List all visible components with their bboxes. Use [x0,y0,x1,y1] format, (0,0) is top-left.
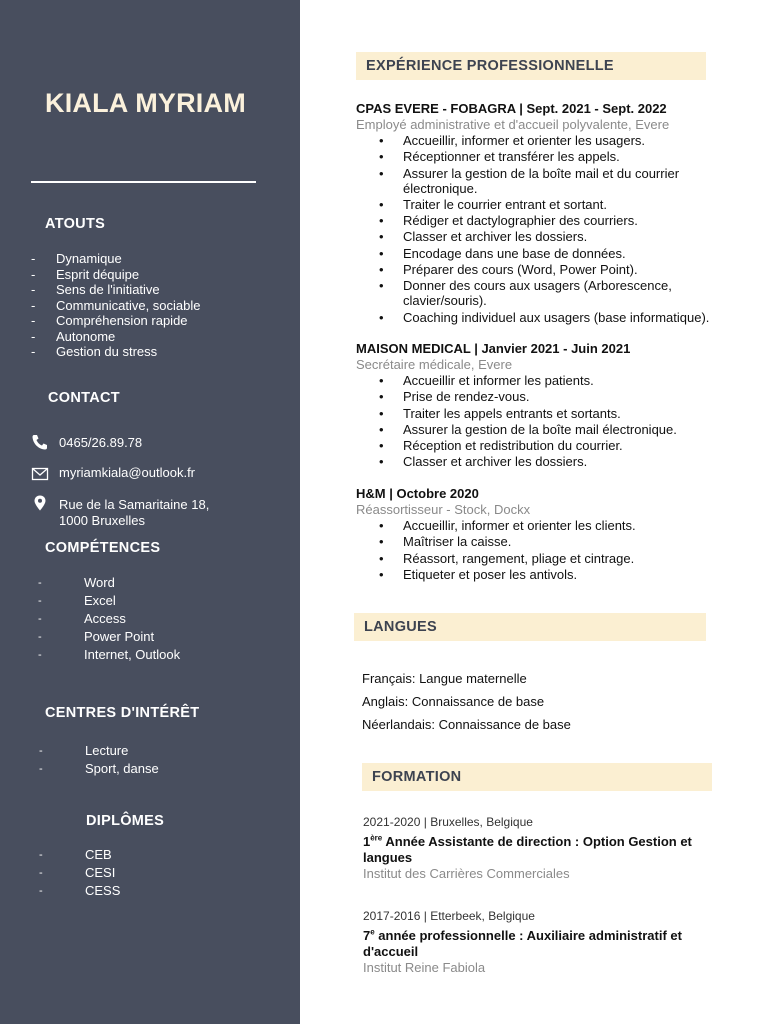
formation-title: 7e année professionnelle : Auxiliaire administratif et d'accueil [363,927,682,959]
envelope-icon [31,466,49,482]
contact-email: myriamkiala@outlook.fr [59,465,196,480]
job-bullet: • Encodage dans une base de données. [356,246,751,261]
job-subtitle: Secrétaire médicale, Evere [356,357,513,372]
interet-item: - Sport, danse [39,761,159,776]
job-cpas [356,101,751,326]
candidate-name: KIALA MYRIAM [45,88,246,118]
interets-heading: CENTRES D'INTÉRÊT [45,705,200,721]
formation-entry [363,909,735,976]
competence-item: - Word [38,575,115,590]
langues-heading: LANGUES [364,619,437,635]
diplomes-heading: DIPLÔMES [86,813,165,829]
formation-entry [363,815,735,882]
job-bullet: • Maîtriser la caisse. [356,534,751,549]
map-pin-icon [33,495,51,511]
job-bullet: • Classer et archiver les dossiers. [356,454,751,469]
job-bullet: • Accueillir, informer et orienter les usagers. [356,133,751,148]
atout-item: - Autonome [31,328,116,344]
job-bullets [356,518,751,582]
competence-item: - Excel [38,593,116,608]
job-bullet: • Traiter le courrier entrant et sortant. [356,197,751,212]
langue-item: Anglais: Connaissance de base [362,694,545,709]
experience-heading: EXPÉRIENCE PROFESSIONNELLE [366,58,614,74]
formation-heading: FORMATION [372,769,462,785]
contact-heading: CONTACT [48,390,120,406]
competence-item: - Power Point [38,629,155,644]
job-bullet: • Assurer la gestion de la boîte mail électronique. [356,422,751,437]
atouts-list [31,251,291,360]
competences-heading: COMPÉTENCES [45,540,161,556]
formation-meta: 2017-2016 | Etterbeek, Belgique [363,909,535,923]
atout-item: - Compréhension rapide [31,313,188,328]
experience-section-header [356,52,706,80]
contact-address [59,497,209,528]
job-bullet: • Réception et redistribution du courrier. [356,438,751,453]
phone-icon [31,434,49,450]
langue-item: Néerlandais: Connaissance de base [362,717,571,732]
job-bullet: • Réceptionner et transférer les appels. [356,149,751,164]
competences-list [38,574,288,664]
formation-school: Institut Reine Fabiola [363,960,486,975]
interet-item: - Lecture [39,743,129,758]
atout-item: - Dynamique [31,251,122,266]
job-bullet: • Coaching individuel aux usagers (base informatique). [356,310,751,325]
job-title: H&M | Octobre 2020 [356,486,479,501]
job-bullet: • Accueillir et informer les patients. [356,373,751,388]
job-hm [356,486,751,583]
langues-list [362,667,742,736]
job-subtitle: Réassortisseur - Stock, Dockx [356,502,531,517]
diplome-item: - CESI [39,865,116,880]
job-bullet: • Etiqueter et poser les antivols. [356,567,751,582]
job-bullet: • Rédiger et dactylographier des courriers. [356,213,751,228]
job-bullet: • Donner des cours aux usagers (Arborescence, clavier/souris). [356,278,751,308]
name-divider [31,181,256,183]
job-maison-medical [356,341,751,471]
job-bullet: • Accueillir, informer et orienter les clients. [356,518,751,533]
formation-school: Institut des Carrières Commerciales [363,866,570,881]
job-bullet: • Réassort, rangement, pliage et cintrage. [356,551,751,566]
diplomes-list [39,846,289,900]
langues-section-header [354,613,706,641]
atout-item: - Esprit déquipe [31,266,140,282]
job-title: MAISON MEDICAL | Janvier 2021 - Juin 2021 [356,341,631,356]
formation-title: 1ère Année Assistante de direction : Option Gestion et langues [363,833,692,865]
address-line-1: Rue de la Samaritaine 18, [59,497,210,512]
job-bullet: • Préparer des cours (Word, Power Point). [356,262,751,277]
atouts-heading: ATOUTS [45,216,106,232]
sidebar [0,0,300,1024]
langue-item: Français: Langue maternelle [362,671,527,686]
competence-item: - Internet, Outlook [38,647,181,662]
interets-list [39,742,289,778]
job-bullet: • Classer et archiver les dossiers. [356,229,751,244]
atout-item: - Sens de l'initiative [31,282,160,297]
address-line-2: 1000 Bruxelles [59,512,145,528]
job-bullets [356,133,751,325]
job-title: CPAS EVERE - FOBAGRA | Sept. 2021 - Sept. 2022 [356,101,667,116]
competence-item: - Access [38,611,126,626]
diplome-item: - CESS [39,883,121,898]
formation-meta: 2021-2020 | Bruxelles, Belgique [363,815,533,829]
contact-phone: 0465/26.89.78 [59,435,143,450]
job-subtitle: Employé administrative et d'accueil polyvalente, Evere [356,117,670,132]
job-bullet: • Prise de rendez-vous. [356,389,751,404]
atout-item: - Gestion du stress [31,344,158,359]
diplome-item: - CEB [39,847,112,862]
job-bullets [356,373,751,469]
formation-section-header [362,763,712,791]
atout-item: - Communicative, sociable [31,297,201,313]
job-bullet: • Assurer la gestion de la boîte mail et du courrier électronique. [356,166,751,196]
job-bullet: • Traiter les appels entrants et sortants. [356,406,751,421]
